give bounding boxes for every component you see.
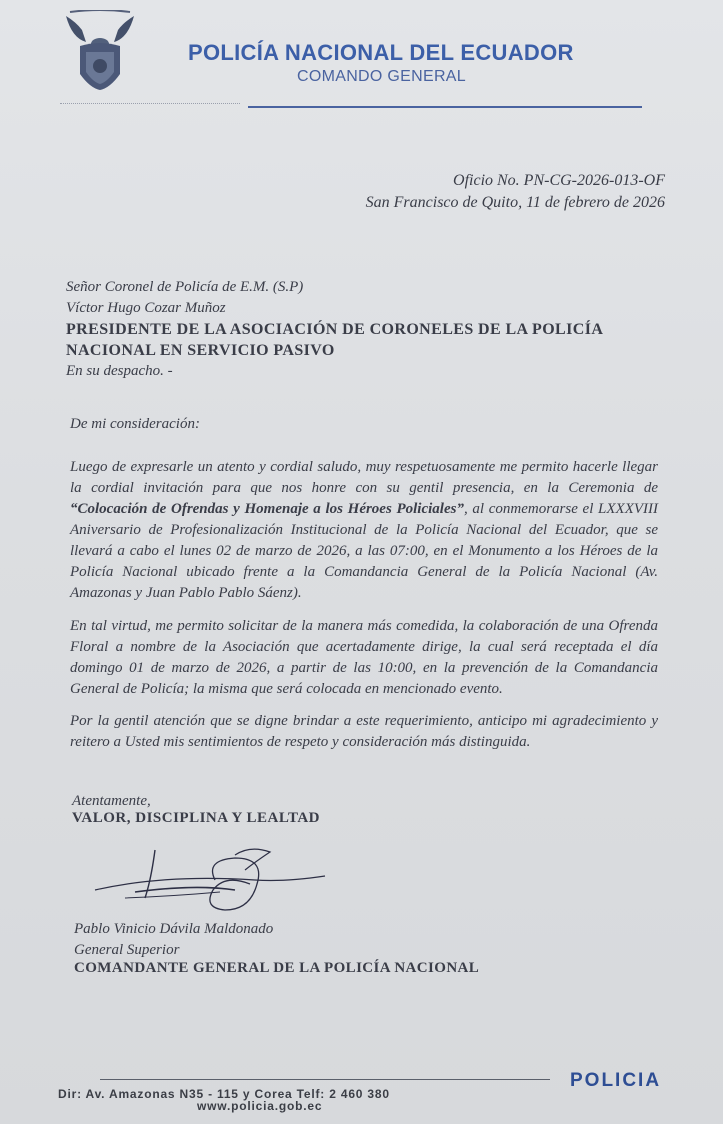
recipient-office: En su despacho. - (66, 363, 173, 379)
signatory-rank: General Superior (74, 942, 180, 958)
police-crest-logo (60, 10, 140, 92)
paragraph-invitation-part2: , al conmemorarse el LXXXVIII Aniversario de Profesionalización Institucional de la Policía Nacional del Ecuador, que se llevará a cabo el lunes 02 de marzo de 2026, a las 07:00, en el Monumento a los Héroes de la Policía Nacional ubicado frente a la Comandancia General de la Policía Nacional (Av. Amazonas y Juan Pablo Pablo Sáenz). (70, 501, 659, 601)
recipient-name: Víctor Hugo Cozar Muñoz (66, 300, 226, 316)
organization-title: POLICÍA NACIONAL DEL ECUADOR (188, 40, 574, 65)
header-divider (248, 106, 642, 108)
footer-brand-logo: POLICIA (570, 1070, 662, 1091)
paragraph-invitation-part1: Luego de expresarle un atento y cordial saludo, muy respetuosamente me permito hacerle llegar la cordial invitación para que nos honre con su gentil presencia, en la Ceremonia de (70, 459, 658, 496)
handwritten-signature (85, 840, 335, 925)
recipient-title-line2: NACIONAL EN SERVICIO PASIVO (66, 342, 335, 359)
paragraph-invitation (70, 457, 658, 604)
footer-address: Dir: Av. Amazonas N35 - 115 y Corea Telf: 2 460 380 (58, 1087, 390, 1101)
paragraph-closing: Por la gentil atención que se digne brindar a este requerimiento, anticipo mi agradecimiento y reitero a Usted mis sentimientos de respeto y consideración más distinguida. (70, 713, 658, 750)
recipient-title-line1: PRESIDENTE DE LA ASOCIACIÓN DE CORONELES DE LA POLICÍA (66, 321, 604, 338)
footer-divider (100, 1079, 550, 1080)
ceremony-name: “Colocación de Ofrendas y Homenaje a los Héroes Policiales” (70, 501, 464, 517)
place-date: San Francisco de Quito, 11 de febrero de 2026 (365, 194, 665, 211)
footer-website: www.policia.gob.ec (197, 1099, 323, 1113)
oficio-number: Oficio No. PN-CG-2026-013-OF (453, 172, 665, 189)
signatory-name: Pablo Vinicio Dávila Maldonado (74, 921, 274, 937)
command-subtitle: COMANDO GENERAL (297, 68, 466, 85)
closing-atentamente: Atentamente, (72, 793, 151, 809)
recipient-rank: Señor Coronel de Policía de E.M. (S.P) (66, 279, 304, 295)
signatory-position: COMANDANTE GENERAL DE LA POLICÍA NACIONAL (74, 960, 480, 976)
header-divider-dotted (60, 103, 240, 104)
closing-motto: VALOR, DISCIPLINA Y LEALTAD (72, 810, 321, 826)
paragraph-request: En tal virtud, me permito solicitar de la manera más comedida, la colaboración de una Ofrenda Floral a nombre de la Asociación que acertadamente dirige, la cual será receptada el día domingo 01 de marzo de 2026, a partir de las 10:00, en la prevención de la Comandancia General de Policía; la misma que será colocada en mencionado evento. (70, 618, 658, 697)
salutation: De mi consideración: (70, 416, 200, 432)
recipient-block (66, 277, 658, 382)
